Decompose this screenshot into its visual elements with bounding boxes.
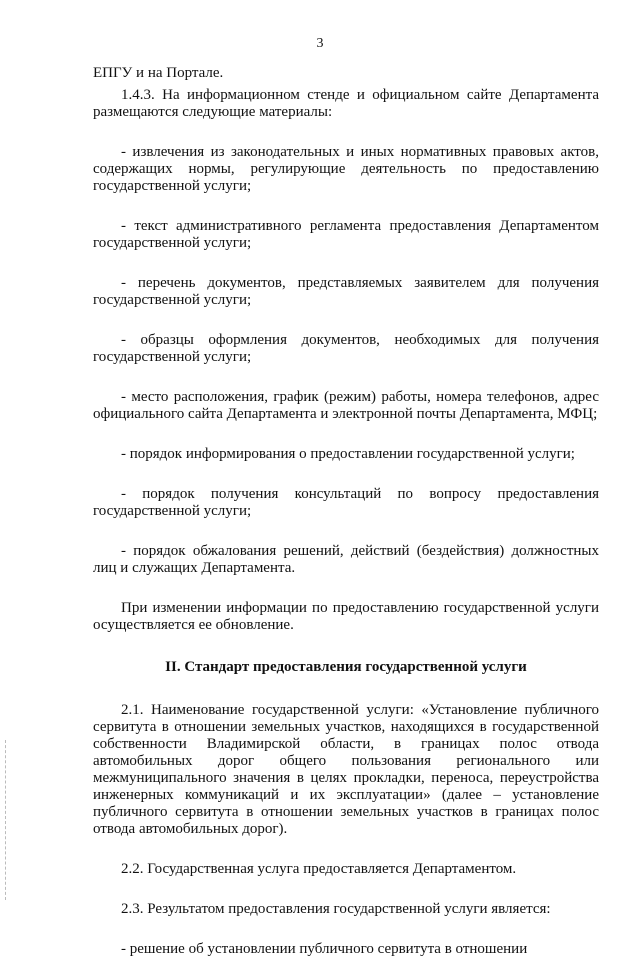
- page-number: 3: [316, 36, 324, 51]
- document-body: [93, 65, 599, 958]
- list-item: - порядок получения консультаций по вопросу предоставления государственной услуги;: [93, 486, 599, 519]
- list-item: - место расположения, график (режим) работы, номера телефонов, адрес официального сайта Департамента и электронной почты Департамента, МФЦ;: [93, 389, 599, 422]
- section-heading: II. Стандарт предоставления государственной услуги: [165, 659, 527, 675]
- paragraph: ЕПГУ и на Портале.: [93, 65, 224, 81]
- scan-edge-line: [5, 740, 6, 900]
- paragraph: 2.3. Результатом предоставления государственной услуги является:: [121, 901, 551, 917]
- list-item: - извлечения из законодательных и иных нормативных правовых актов, содержащих нормы, регулирующие деятельность по предоставлению государственной услуги;: [93, 144, 599, 194]
- paragraph: При изменении информации по предоставлению государственной услуги осуществляется ее обновление.: [93, 600, 599, 633]
- list-item: - текст административного регламента предоставления Департаментом государственной услуги;: [93, 218, 599, 251]
- paragraph: 2.1. Наименование государственной услуги: «Установление публичного сервитута в отношении земельных участков, находящихся в государственной собственности Владимирской области, в границах полос отвода автомобильных дорог общего пользования регионального или межмуниципального значения в целях прокладки, переноса, переустройства инженерных коммуникаций и их эксплуатации» (далее – установление публичного сервитута в отношении земельных участков в границах полос отвода автомобильных дорог).: [93, 702, 599, 837]
- list-item: - порядок обжалования решений, действий (бездействия) должностных лиц и служащих Департамента.: [93, 543, 599, 576]
- paragraph: 1.4.3. На информационном стенде и официальном сайте Департамента размещаются следующие материалы:: [93, 87, 599, 120]
- list-item: - перечень документов, представляемых заявителем для получения государственной услуги;: [93, 275, 599, 308]
- list-item: - порядок информирования о предоставлении государственной услуги;: [121, 446, 575, 462]
- list-item: - решение об установлении публичного сервитута в отношении: [121, 941, 528, 957]
- list-item: - образцы оформления документов, необходимых для получения государственной услуги;: [93, 332, 599, 365]
- paragraph: 2.2. Государственная услуга предоставляется Департаментом.: [121, 861, 517, 877]
